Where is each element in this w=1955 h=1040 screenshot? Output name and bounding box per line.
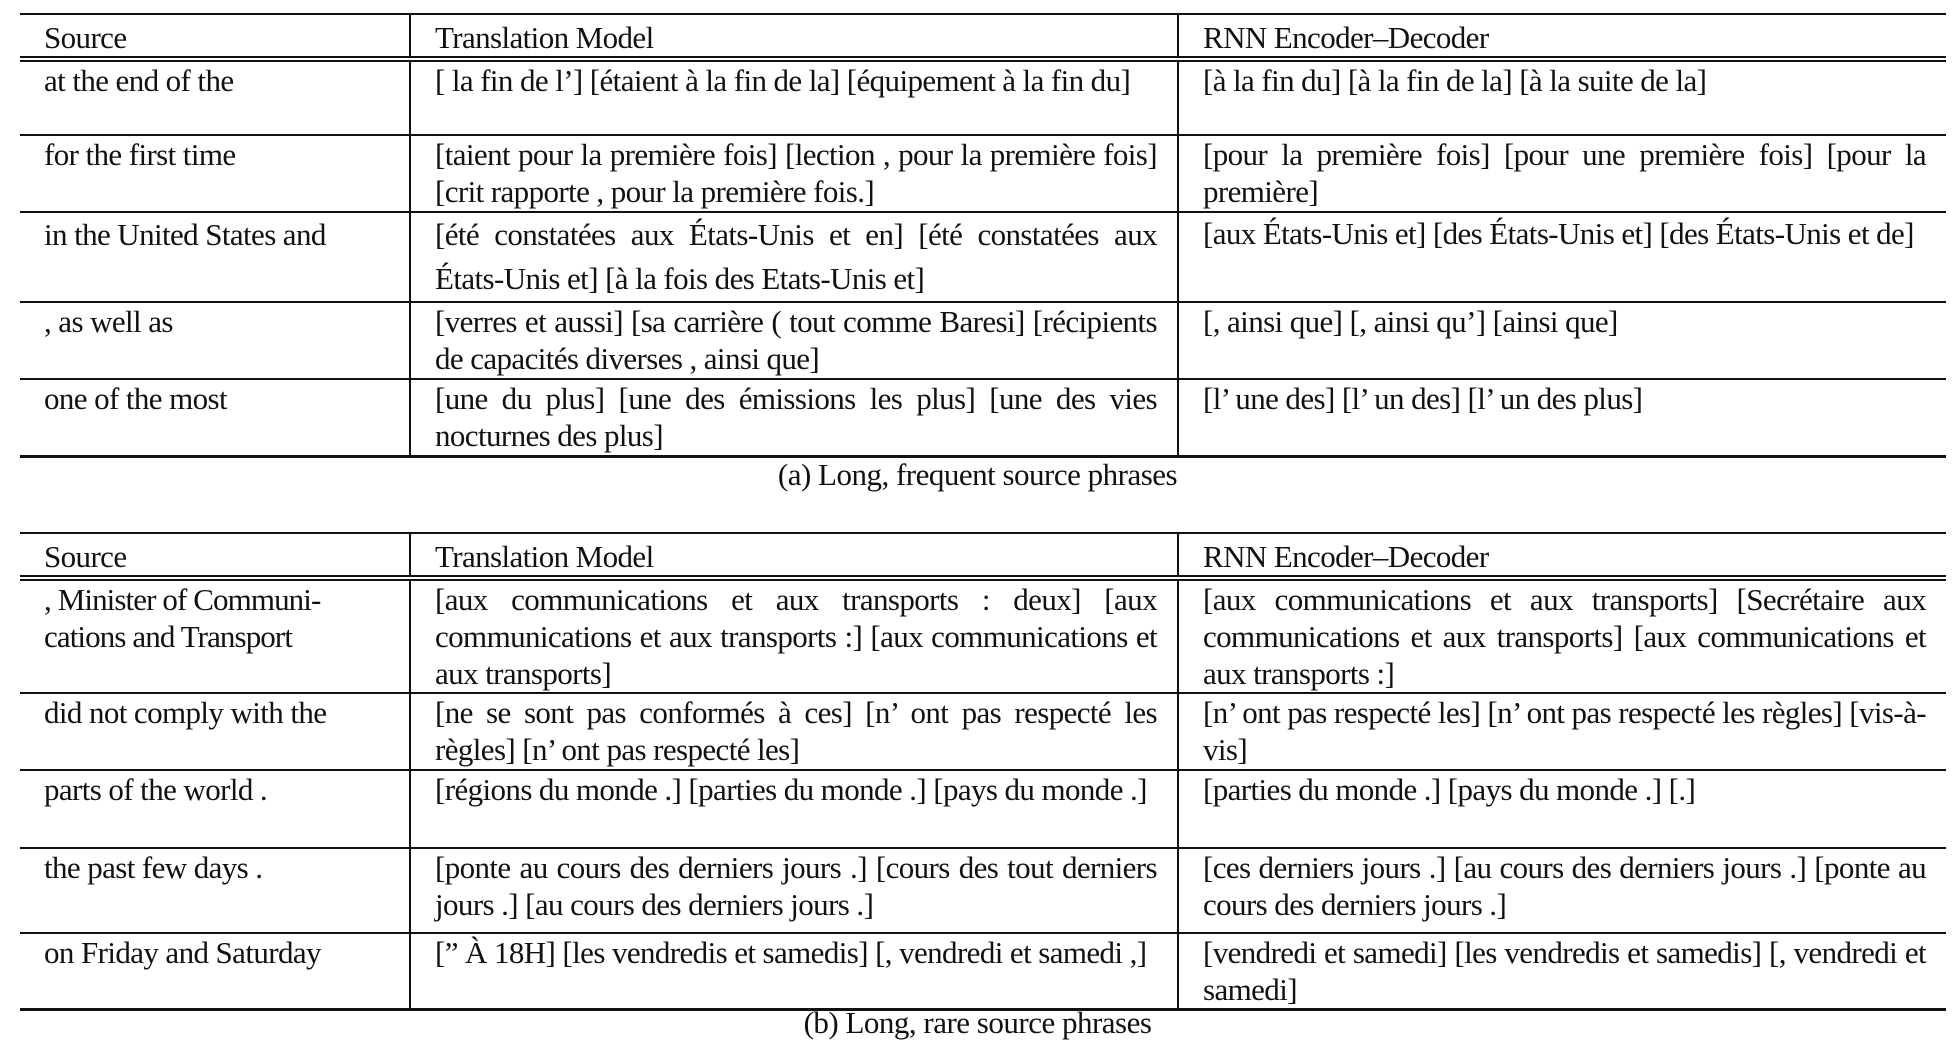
table-row xyxy=(20,135,1946,212)
rnn-cell: [aux États-Unis et] [des États-Unis et] [des États-Unis et de] xyxy=(1178,212,1946,302)
table-row xyxy=(20,379,1946,456)
rnn-cell: [pour la première fois] [pour une première fois] [pour la première] xyxy=(1178,135,1946,212)
table-long-rare-phrases xyxy=(20,532,1946,1011)
translation-model-cell: [” À 18H] [les vendredis et samedis] [, vendredi et samedi ,] xyxy=(410,933,1178,1010)
caption-b: (b) Long, rare source phrases xyxy=(803,1005,1152,1040)
header-source: Source xyxy=(44,539,127,574)
source-cell: parts of the world . xyxy=(44,772,268,807)
table-row xyxy=(20,693,1946,770)
table-row xyxy=(20,212,1946,302)
source-cell: , Minister of Communi- cations and Transport xyxy=(44,582,321,654)
source-cell: in the United States and xyxy=(44,217,326,252)
header-translation-model: Translation Model xyxy=(410,14,1178,59)
rnn-cell: [l’ une des] [l’ un des] [l’ un des plus] xyxy=(1178,379,1946,456)
table-row xyxy=(20,770,1946,848)
rnn-cell: [vendredi et samedi] [les vendredis et samedis] [, vendredi et samedi] xyxy=(1178,933,1946,1010)
table-row xyxy=(20,933,1946,1010)
translation-model-cell: [ la fin de l’] [étaient à la fin de la] [équipement à la fin du] xyxy=(410,59,1178,135)
caption-a: (a) Long, frequent source phrases xyxy=(777,457,1178,492)
rnn-cell: [à la fin du] [à la fin de la] [à la suite de la] xyxy=(1178,59,1946,135)
source-cell: did not comply with the xyxy=(44,695,327,730)
rnn-cell: [, ainsi que] [, ainsi qu’] [ainsi que] xyxy=(1178,302,1946,379)
rnn-cell: [aux communications et aux transports] [Secrétaire aux communications et aux transports] [aux communications et aux transports :] xyxy=(1178,578,1946,693)
table-row xyxy=(20,302,1946,379)
rnn-cell: [n’ ont pas respecté les] [n’ ont pas respecté les règles] [vis-à-vis] xyxy=(1178,693,1946,770)
table-header-row xyxy=(20,533,1946,578)
source-cell: on Friday and Saturday xyxy=(44,935,321,970)
rnn-cell: [ces derniers jours .] [au cours des derniers jours .] [ponte au cours des derniers jours .] xyxy=(1178,848,1946,933)
translation-model-cell: [aux communications et aux transports : deux] [aux communications et aux transports :] [aux communications et aux transports] xyxy=(410,578,1178,693)
source-cell: , as well as xyxy=(44,304,173,339)
header-translation-model: Translation Model xyxy=(410,533,1178,578)
header-rnn-encoder-decoder: RNN Encoder–Decoder xyxy=(1178,14,1946,59)
table-row xyxy=(20,59,1946,135)
translation-model-cell: [une du plus] [une des émissions les plus] [une des vies nocturnes des plus] xyxy=(410,379,1178,456)
source-cell: one of the most xyxy=(44,381,227,416)
header-source: Source xyxy=(44,20,127,55)
source-cell: for the first time xyxy=(44,137,236,172)
table-row xyxy=(20,848,1946,933)
translation-model-cell: [verres et aussi] [sa carrière ( tout comme Baresi] [récipients de capacités diverses , ainsi que] xyxy=(410,302,1178,379)
table-header-row xyxy=(20,14,1946,59)
translation-model-cell: [été constatées aux États-Unis et en] [été constatées aux États-Unis et] [à la fois des Etats-Unis et] xyxy=(410,212,1178,302)
translation-model-cell: [ponte au cours des derniers jours .] [cours des tout derniers jours .] [au cours des derniers jours .] xyxy=(410,848,1178,933)
translation-model-cell: [ne se sont pas conformés à ces] [n’ ont pas respecté les règles] [n’ ont pas respecté les] xyxy=(410,693,1178,770)
source-cell: at the end of the xyxy=(44,63,234,98)
table-row xyxy=(20,578,1946,693)
rnn-cell: [parties du monde .] [pays du monde .] [.] xyxy=(1178,770,1946,848)
table-long-frequent-phrases xyxy=(20,13,1946,458)
translation-model-cell: [taient pour la première fois] [lection , pour la première fois] [crit rapporte , pour la première fois.] xyxy=(410,135,1178,212)
source-cell: the past few days . xyxy=(44,850,263,885)
header-rnn-encoder-decoder: RNN Encoder–Decoder xyxy=(1178,533,1946,578)
translation-model-cell: [régions du monde .] [parties du monde .] [pays du monde .] xyxy=(410,770,1178,848)
